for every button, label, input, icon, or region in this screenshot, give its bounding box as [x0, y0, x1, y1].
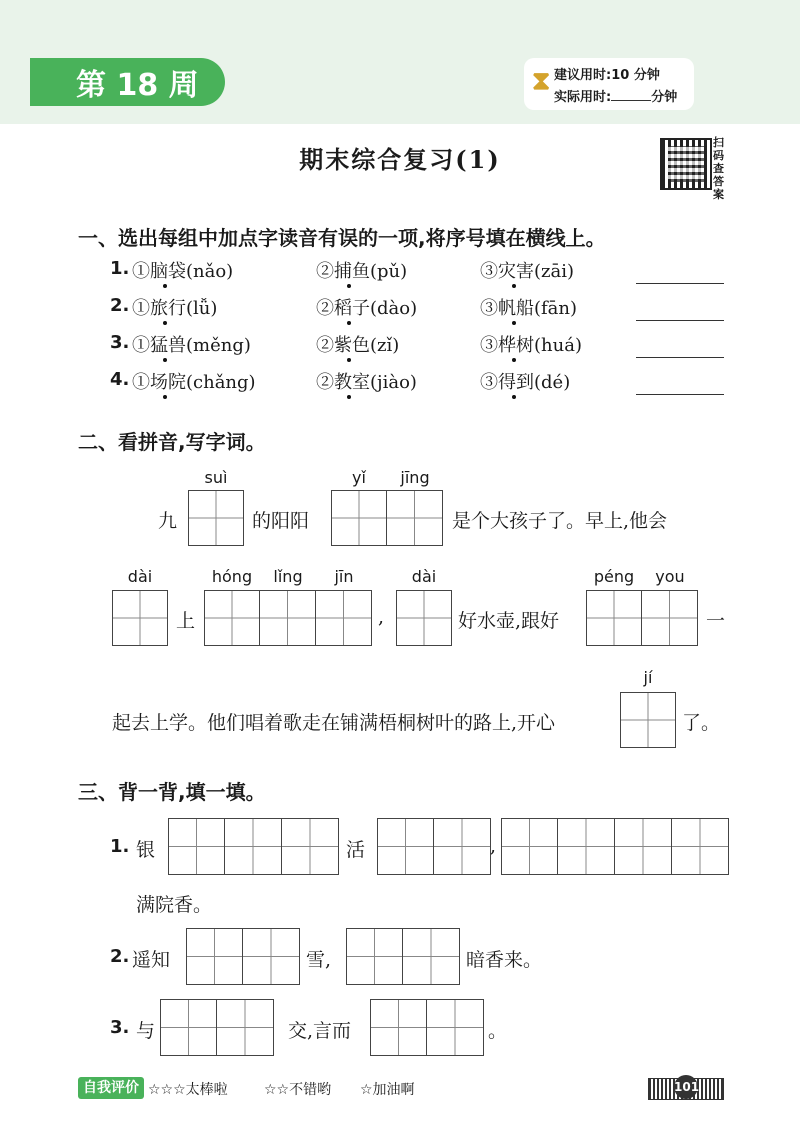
- writing-box[interactable]: [370, 999, 427, 1056]
- pinyin: jīn: [334, 567, 354, 586]
- pinyin: jí: [643, 668, 653, 687]
- writing-box[interactable]: [260, 590, 316, 646]
- writing-box[interactable]: [396, 590, 452, 646]
- writing-box[interactable]: [672, 818, 729, 875]
- writing-grid: [377, 818, 491, 875]
- writing-box[interactable]: [387, 490, 443, 546]
- emphasis-dot: [347, 395, 351, 399]
- sentence-text: 的阳阳: [252, 510, 310, 532]
- section3-title: 三、背一背,填一填。: [78, 780, 266, 804]
- emphasis-dot: [163, 395, 167, 399]
- emphasis-dot: [347, 284, 351, 288]
- pinyin: jīng: [400, 468, 430, 487]
- writing-box[interactable]: [316, 590, 372, 646]
- option-3: ③灾害(zāi): [480, 261, 575, 282]
- sentence-text: 一: [706, 610, 726, 632]
- option-2: ②教室(jiào): [316, 372, 417, 393]
- writing-grid: [160, 999, 274, 1056]
- answer-blank[interactable]: [636, 357, 724, 358]
- week-badge: 第 18 周: [30, 58, 225, 106]
- row-number: 4.: [110, 369, 130, 390]
- writing-box[interactable]: [243, 928, 300, 985]
- option-2: ②捕鱼(pǔ): [316, 261, 408, 282]
- writing-grid: [204, 590, 372, 646]
- rating-excellent[interactable]: ☆☆☆太棒啦: [148, 1082, 228, 1098]
- sentence-text: 是个大孩子了。早上,他会: [452, 510, 668, 532]
- poem-text: 遥知: [132, 949, 171, 971]
- writing-grid: [501, 818, 729, 875]
- emphasis-dot: [512, 358, 516, 362]
- actual-time-unit: 分钟: [651, 90, 678, 105]
- writing-box[interactable]: [501, 818, 558, 875]
- writing-box[interactable]: [427, 999, 484, 1056]
- writing-box[interactable]: [188, 490, 244, 546]
- question-number: 2.: [110, 946, 130, 967]
- writing-box[interactable]: [217, 999, 274, 1056]
- writing-grid: [586, 590, 698, 646]
- writing-box[interactable]: [346, 928, 403, 985]
- poem-text: ,: [490, 835, 497, 857]
- qr-caption: 扫码查答案: [713, 136, 724, 201]
- poem-text: 雪,: [306, 949, 332, 971]
- writing-box[interactable]: [204, 590, 260, 646]
- emphasis-dot: [163, 284, 167, 288]
- emphasis-dot: [512, 321, 516, 325]
- emphasis-dot: [163, 358, 167, 362]
- question-number: 3.: [110, 1017, 130, 1038]
- actual-time-label: 实际用时:: [554, 90, 612, 105]
- option-3: ③得到(dé): [480, 372, 571, 393]
- poem-text: 满院香。: [136, 894, 213, 916]
- writing-box[interactable]: [225, 818, 282, 875]
- question-number: 1.: [110, 836, 130, 857]
- rating-good[interactable]: ☆☆不错哟: [264, 1082, 332, 1098]
- pinyin: you: [655, 567, 685, 586]
- pinyin: dài: [127, 567, 153, 586]
- sentence-text: 上: [176, 610, 196, 632]
- actual-time: [554, 86, 677, 105]
- pinyin: suì: [204, 468, 228, 487]
- row-number: 2.: [110, 295, 130, 316]
- option-2: ②稻子(dào): [316, 298, 418, 319]
- writing-grid: [168, 818, 339, 875]
- pinyin: yǐ: [352, 468, 366, 487]
- option-3: ③帆船(fān): [480, 298, 578, 319]
- writing-grid: [186, 928, 300, 985]
- self-evaluation-badge: 自我评价: [78, 1077, 144, 1099]
- hourglass-icon: ⧗: [532, 66, 551, 96]
- option-1: ①旅行(lǚ): [132, 298, 218, 319]
- section2-title: 二、看拼音,写字词。: [78, 430, 266, 454]
- writing-grid: [370, 999, 484, 1056]
- writing-box[interactable]: [558, 818, 615, 875]
- poem-text: 。: [488, 1020, 508, 1042]
- pinyin: dài: [411, 567, 437, 586]
- option-3: ③桦树(huá): [480, 335, 582, 356]
- writing-box[interactable]: [160, 999, 217, 1056]
- sentence-text: 九: [158, 510, 178, 532]
- time-box: [524, 58, 694, 110]
- option-1: ①猛兽(měng): [132, 335, 251, 356]
- writing-box[interactable]: [186, 928, 243, 985]
- poem-text: 与: [136, 1020, 156, 1042]
- page-number: 101: [674, 1075, 698, 1099]
- answer-blank[interactable]: [636, 394, 724, 395]
- writing-box[interactable]: [615, 818, 672, 875]
- writing-box[interactable]: [403, 928, 460, 985]
- writing-box[interactable]: [620, 692, 676, 748]
- writing-box[interactable]: [434, 818, 491, 875]
- option-2: ②紫色(zǐ): [316, 335, 400, 356]
- page-title: 期末综合复习(1): [299, 145, 501, 174]
- writing-grid: [331, 490, 443, 546]
- section1-title: 一、选出每组中加点字读音有误的一项,将序号填在横线上。: [78, 226, 606, 250]
- emphasis-dot: [347, 321, 351, 325]
- suggested-time: 建议用时:10 分钟: [554, 68, 660, 83]
- poem-text: 暗香来。: [466, 949, 543, 971]
- poem-text: 活: [346, 839, 366, 861]
- answer-blank[interactable]: [636, 320, 724, 321]
- option-1: ①脑袋(nǎo): [132, 261, 234, 282]
- writing-box[interactable]: [642, 590, 698, 646]
- writing-box[interactable]: [586, 590, 642, 646]
- emphasis-dot: [347, 358, 351, 362]
- option-1: ①场院(chǎng): [132, 372, 256, 393]
- row-number: 1.: [110, 258, 130, 279]
- writing-grid: [346, 928, 460, 985]
- emphasis-dot: [163, 321, 167, 325]
- emphasis-dot: [512, 395, 516, 399]
- emphasis-dot: [512, 284, 516, 288]
- writing-box[interactable]: [112, 590, 168, 646]
- sentence-text: 好水壶,跟好: [458, 610, 560, 632]
- writing-box[interactable]: [377, 818, 434, 875]
- rating-keep-going[interactable]: ☆加油啊: [360, 1082, 415, 1098]
- writing-box[interactable]: [168, 818, 225, 875]
- qr-code-icon[interactable]: [660, 138, 712, 190]
- writing-box[interactable]: [282, 818, 339, 875]
- pinyin: lǐng: [273, 567, 303, 586]
- sentence-text: 了。: [682, 712, 721, 734]
- answer-blank[interactable]: [636, 283, 724, 284]
- writing-box[interactable]: [331, 490, 387, 546]
- sentence-text: 起去上学。他们唱着歌走在铺满梧桐树叶的路上,开心: [112, 712, 556, 734]
- poem-text: 银: [136, 839, 156, 861]
- poem-text: 交,言而: [288, 1020, 352, 1042]
- row-number: 3.: [110, 332, 130, 353]
- pinyin: hóng: [211, 567, 253, 586]
- sentence-text: ,: [378, 606, 385, 628]
- pinyin: péng: [593, 567, 635, 586]
- actual-time-blank[interactable]: [611, 100, 651, 101]
